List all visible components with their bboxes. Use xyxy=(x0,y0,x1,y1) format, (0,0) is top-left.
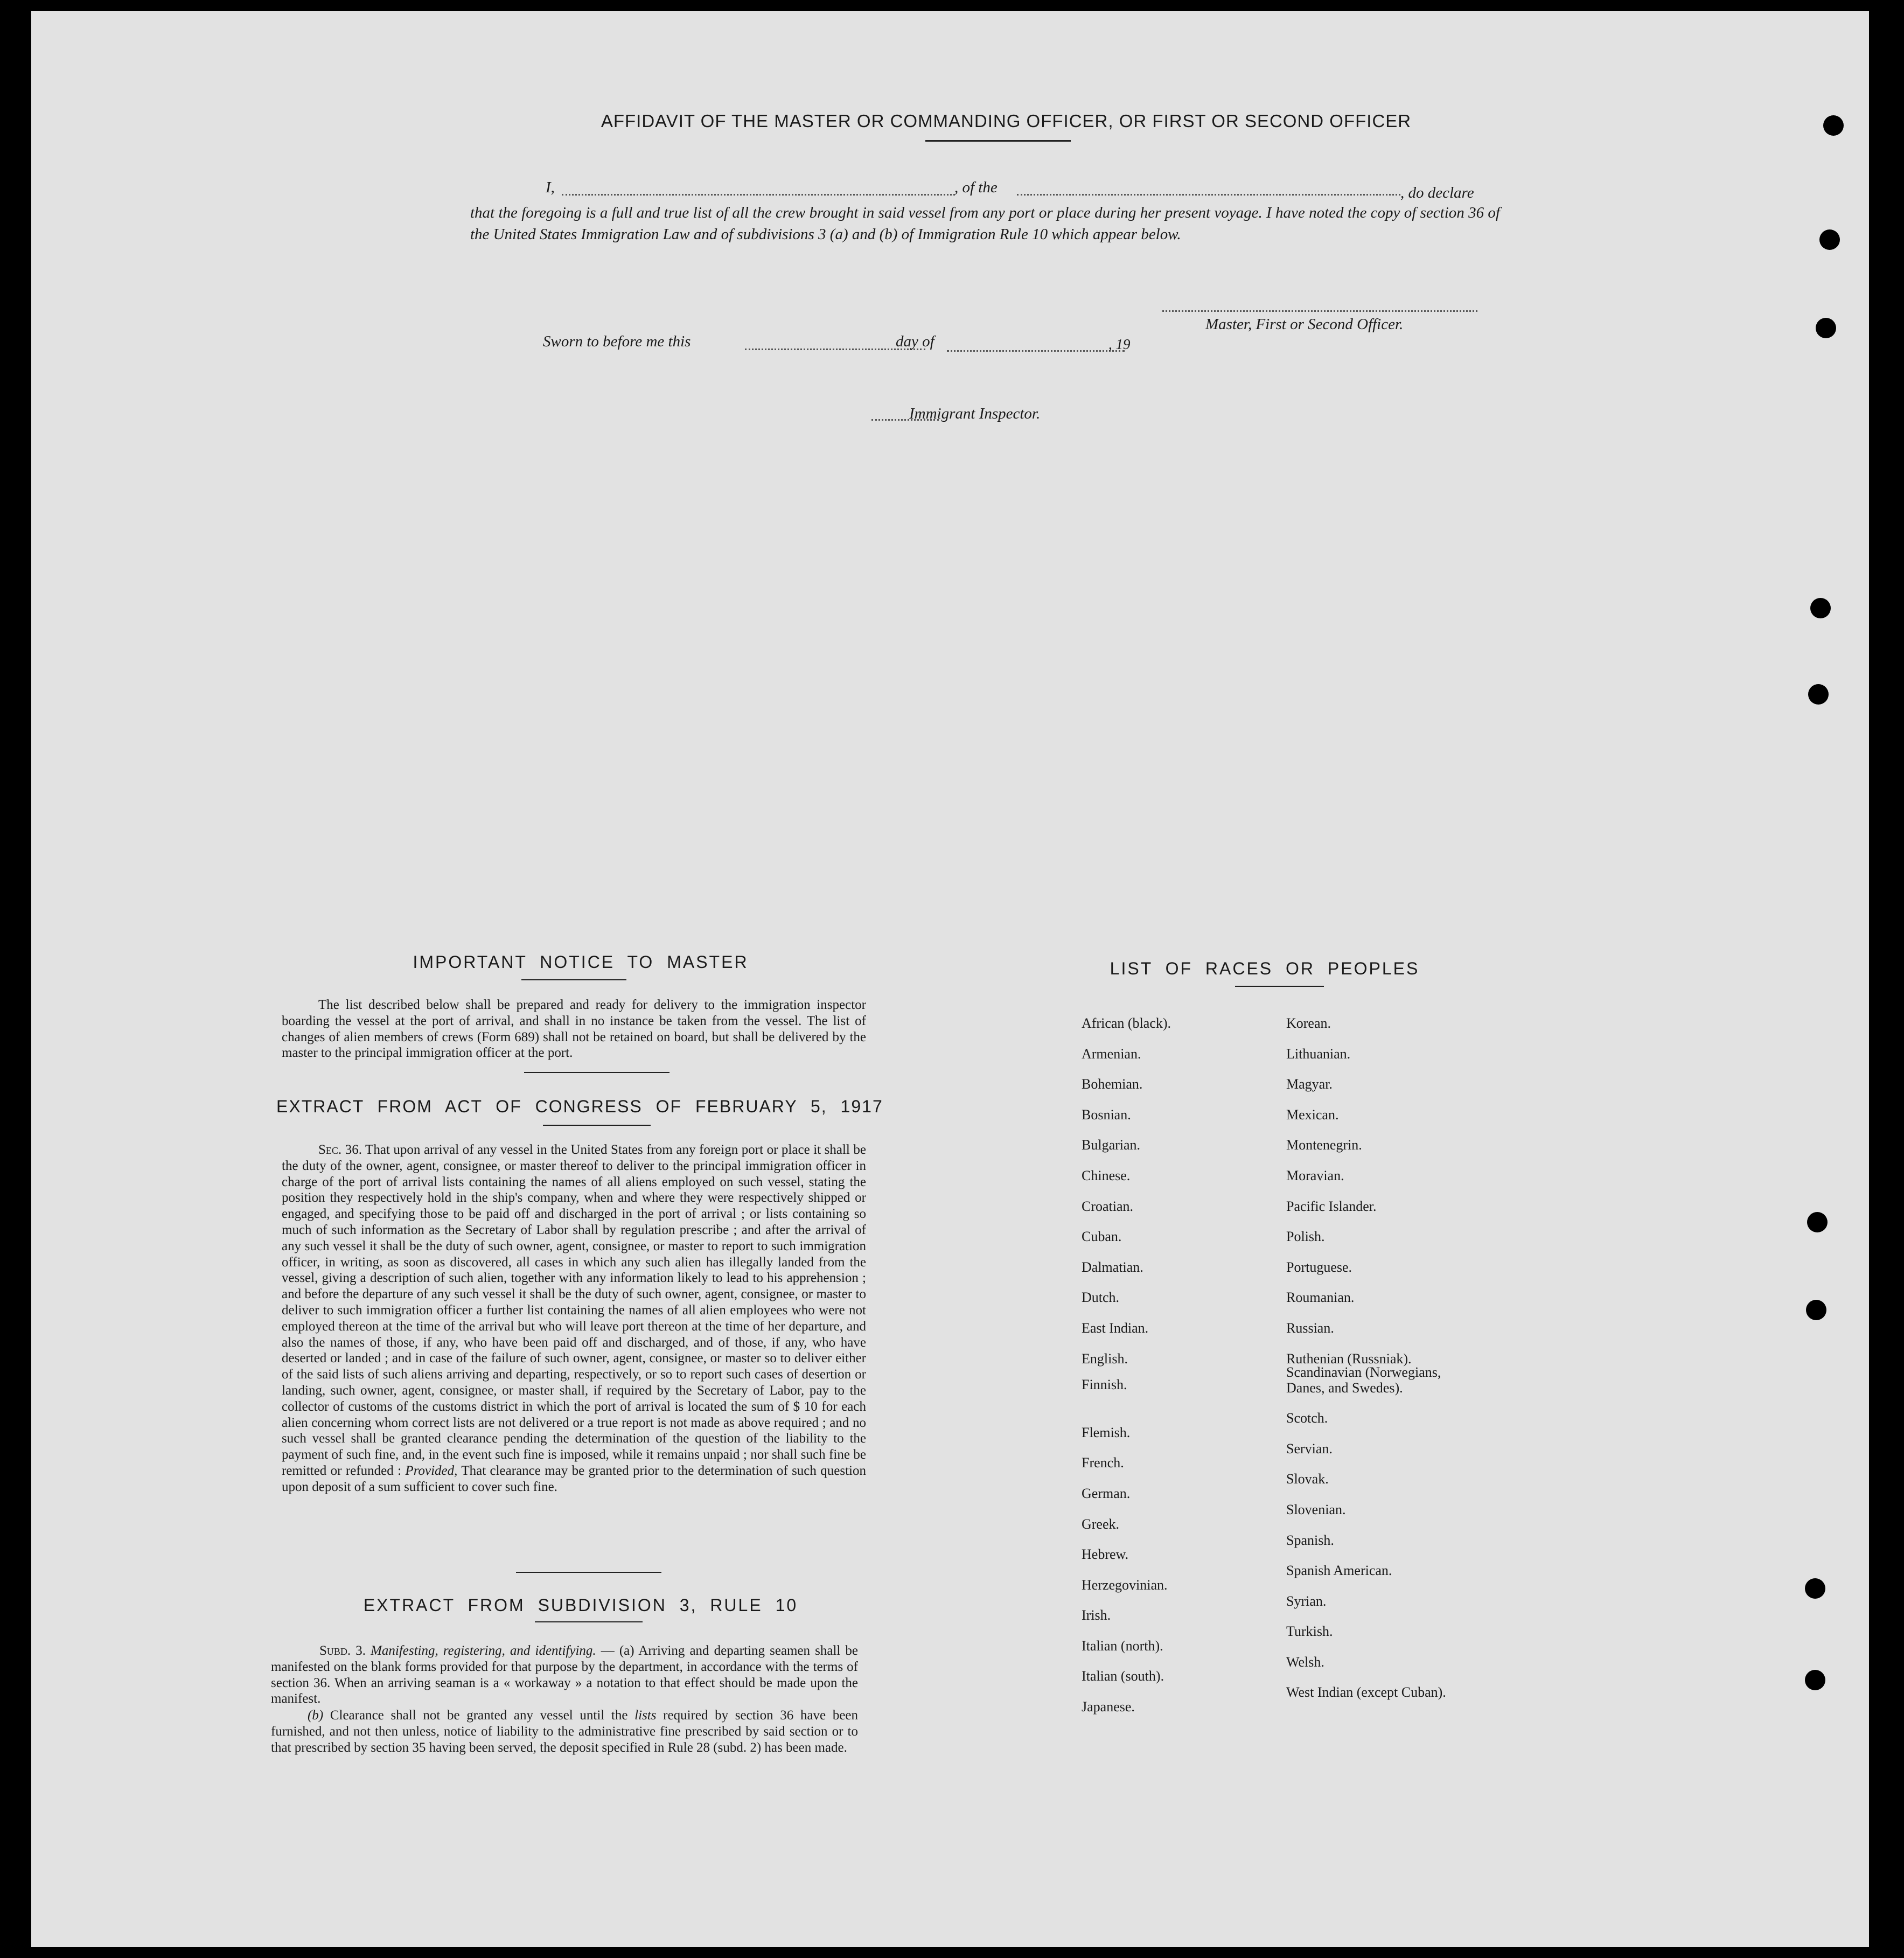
punch-hole xyxy=(1805,1578,1825,1599)
act-body-text: That upon arrival of any vessel in the United States from any foreign port or place it shall be the duty of the owner, agent, consignee, or master thereof to deliver to the principal immigration officer in charge of the port of arrival lists containing the names of all aliens employed on such vessel, stating the position they respectively hold in the ship's company, when and where they were respectively shipped or engaged, and specifying those to be paid off and discharged in the port of arrival ; or lists containing so much of such information as the Secretary of Labor shall by regulation prescribe ; and after the arrival of any such vessel it shall be the duty of such owner, agent, consignee, or master to report to such immigration officer, in writing, as soon as discovered, all cases in which any such alien has illegally landed from the vessel, giving a description of such alien, together with any information likely to lead to his apprehension ; and before the departure of any such vessel it shall be the duty of such owner, agent, consignee, or master to deliver to such immigration officer a further list containing the names of all alien employees who were not employed thereon at the time of the arrival but who will leave port thereon at the time of her departure, and also the names of those, if any, who have been paid off and discharged, and of those, if any, who have deserted or landed ; and in case of the failure of such owner, agent, consignee, or master so to deliver either of the said lists of such aliens arriving and departing, respectively, or so to report such cases of desertion or landing, such owner, agent, consignee, or master shall, if required by the Secretary of Labor, pay to the collector of customs of the customs district in which the port of arrival is located the sum of $ 10 for each alien concerning whom correct lists are not delivered or a true report is not made as above required ; and no such vessel shall be granted clearance pending the determination of the question of the liability to the payment of such fine, and, in the event such fine is imposed, while it remains unpaid ; nor shall such fine be remitted or refunded : xyxy=(282,1142,866,1478)
notice-title-underline xyxy=(521,979,626,980)
race-item: Croatian. xyxy=(1082,1198,1134,1214)
master-signature-field[interactable] xyxy=(1162,310,1477,312)
race-item: Montenegrin. xyxy=(1286,1137,1362,1153)
inspector-label: Immigrant Inspector. xyxy=(909,405,1041,422)
affidavit-declare-label: , do declare xyxy=(1400,184,1474,201)
race-item: Polish. xyxy=(1286,1229,1325,1245)
punch-hole xyxy=(1819,229,1840,250)
act-body xyxy=(282,1142,866,1495)
race-item: Irish. xyxy=(1082,1607,1111,1623)
punch-hole xyxy=(1808,684,1829,705)
races-title: LIST OF RACES OR PEOPLES xyxy=(1110,959,1420,978)
race-item: Armenian. xyxy=(1082,1046,1141,1062)
affidavit-i-label: I, xyxy=(546,179,555,196)
race-item: Welsh. xyxy=(1286,1654,1324,1670)
race-item: Italian (south). xyxy=(1082,1668,1164,1684)
rule-subd-label: Subd. 3. xyxy=(319,1643,366,1658)
affidavit-title-underline xyxy=(925,140,1071,142)
act-body-end: That clearance may be granted prior to the determination of such question upon deposit of a sum sufficient to cover such fine. xyxy=(282,1463,866,1494)
punch-hole xyxy=(1806,1300,1826,1320)
race-item: Flemish. xyxy=(1082,1424,1131,1440)
master-signature-label: Master, First or Second Officer. xyxy=(1205,316,1404,333)
notice-body: The list described below shall be prepared and ready for delivery to the immigration inspector boarding the vessel at the port of arrival, and shall in no instance be taken from the vessel. The list of changes of alien members of crews (Form 689) shall not be retained on board, but shall be delivered by the master to the principal immigration officer at the port. xyxy=(282,998,866,1061)
race-item: Korean. xyxy=(1286,1015,1331,1031)
rule-para-b-lists: lists xyxy=(634,1708,657,1723)
race-item: West Indian (except Cuban). xyxy=(1286,1684,1446,1701)
act-section-label: Sec. 36. xyxy=(318,1142,362,1157)
race-item: French. xyxy=(1082,1455,1124,1471)
race-item: Scotch. xyxy=(1286,1410,1328,1426)
race-item: Ruthenian (Russniak). xyxy=(1286,1350,1412,1367)
race-item: Lithuanian. xyxy=(1286,1046,1351,1062)
affidavit-title: AFFIDAVIT OF THE MASTER OR COMMANDING OFFICER, OR FIRST OR SECOND OFFICER xyxy=(601,111,1412,131)
race-item: Russian. xyxy=(1286,1320,1334,1336)
rule-para-a xyxy=(271,1643,858,1707)
race-item: Pacific Islander. xyxy=(1286,1198,1377,1214)
race-item: Turkish. xyxy=(1286,1623,1333,1640)
race-item: Syrian. xyxy=(1286,1593,1327,1609)
rule-title: EXTRACT FROM SUBDIVISION 3, RULE 10 xyxy=(363,1595,798,1615)
race-item: Moravian. xyxy=(1286,1167,1344,1183)
rule-para-b-label: (b) xyxy=(308,1708,324,1723)
race-item: Mexican. xyxy=(1286,1106,1339,1123)
race-item: Portuguese. xyxy=(1286,1259,1352,1275)
punch-hole xyxy=(1805,1670,1825,1690)
year-label: , 19 xyxy=(1108,336,1131,352)
race-item: Hebrew. xyxy=(1082,1546,1129,1563)
rule-para-b-text-2: required by section 36 have been furnished, and not then unless, notice of liability to the administrative fine prescribed by said section or to that prescribed by section 35 having been served, the deposit specified in Rule 28 (subd. 2) has been made. xyxy=(271,1708,859,1755)
punch-hole xyxy=(1807,1212,1828,1232)
rule-para-b-text-1: Clearance shall not be granted any vessel until the xyxy=(330,1708,628,1723)
sworn-label: Sworn to before me this xyxy=(543,333,691,350)
race-item: Greek. xyxy=(1082,1516,1120,1532)
punch-hole xyxy=(1810,598,1831,618)
race-item: Cuban. xyxy=(1082,1229,1122,1245)
races-column-1 xyxy=(1082,1008,1286,1723)
race-item: Dalmatian. xyxy=(1082,1259,1143,1275)
race-item: Japanese. xyxy=(1082,1699,1135,1715)
rule-subd-title: Manifesting, registering, and identifying. xyxy=(371,1643,596,1658)
race-item: Bohemian. xyxy=(1082,1076,1143,1092)
name-field[interactable] xyxy=(562,194,955,196)
race-item: Slovenian. xyxy=(1286,1501,1346,1517)
race-item: English. xyxy=(1082,1350,1128,1367)
affidavit-body: that the foregoing is a full and true list of all the crew brought in said vessel from any port or place during her present voyage. I have noted the copy of section 36 of the United States Immigration Law and of subdivisions 3 (a) and (b) of Immigration Rule 10 which appear below. xyxy=(470,204,1500,243)
sworn-month-field[interactable] xyxy=(947,350,1125,352)
act-title: EXTRACT FROM ACT OF CONGRESS OF FEBRUARY 5, 1917 xyxy=(276,1097,883,1116)
rule-title-underline xyxy=(535,1621,643,1622)
race-item: Italian (north). xyxy=(1082,1638,1163,1654)
race-item: Herzegovinian. xyxy=(1082,1577,1168,1593)
race-item: Bosnian. xyxy=(1082,1106,1131,1123)
punch-hole xyxy=(1823,115,1844,136)
race-item: Chinese. xyxy=(1082,1167,1131,1183)
notice-divider xyxy=(524,1072,669,1073)
race-item: Bulgarian. xyxy=(1082,1137,1141,1153)
race-item: Magyar. xyxy=(1286,1076,1333,1092)
race-item: Slovak. xyxy=(1286,1471,1329,1487)
rule-para-a-text: Arriving and departing seamen shall be manifested on the blank forms provided for that purpose by the department, in accordance with the terms of section 36. When an arriving seaman is a « workaway » a notation to that effect should be made upon the manifest. xyxy=(271,1643,859,1706)
race-item: Dutch. xyxy=(1082,1290,1120,1306)
race-item: Finnish. xyxy=(1082,1377,1127,1393)
race-item: Roumanian. xyxy=(1286,1290,1355,1306)
act-title-underline xyxy=(543,1125,651,1126)
vessel-field[interactable] xyxy=(1017,194,1400,196)
race-item: African (black). xyxy=(1082,1015,1171,1031)
affidavit-of-the-label: , of the xyxy=(954,179,998,196)
document-page xyxy=(31,11,1869,1947)
notice-title: IMPORTANT NOTICE TO MASTER xyxy=(413,952,749,972)
rule-para-a-label: — (a) xyxy=(601,1643,634,1658)
act-provided-label: Provided, xyxy=(405,1463,458,1478)
race-item: German. xyxy=(1082,1485,1131,1501)
punch-hole xyxy=(1816,318,1836,338)
race-item: Spanish American. xyxy=(1286,1563,1392,1579)
races-title-underline xyxy=(1235,986,1324,987)
day-of-label: day of xyxy=(896,333,934,350)
race-item: Servian. xyxy=(1286,1440,1333,1457)
act-divider xyxy=(516,1572,661,1573)
race-item: East Indian. xyxy=(1082,1320,1149,1336)
race-item: Scandinavian (Norwegians, Danes, and Swedes). xyxy=(1286,1364,1441,1396)
races-column-2 xyxy=(1286,1008,1512,1708)
race-item: Spanish. xyxy=(1286,1532,1334,1548)
rule-para-b xyxy=(271,1708,858,1755)
